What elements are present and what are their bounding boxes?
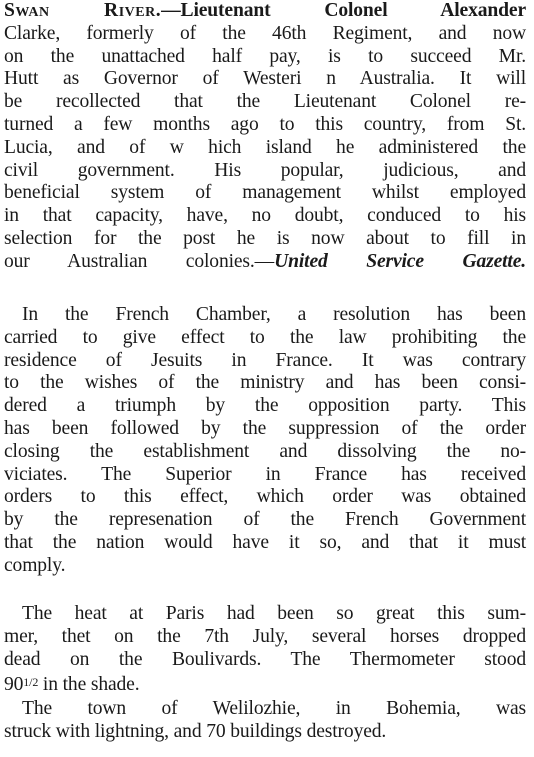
text-line: mer, thet on the 7th July, several horses dropped [4,625,526,647]
text-line: civil government. His popular, judicious, and [4,159,526,181]
text-line: on the unattached half pay, is to succeed Mr. [4,45,526,67]
lead-heading: Swan River. [4,0,162,21]
text-line: comply. [4,554,66,576]
text-line: closing the establishment and dissolving the no- [4,440,526,462]
paragraph-bohemia-lightning [4,698,526,744]
text-line: has been followed by the suppression of the order [4,417,526,439]
temperature-value: 90 [4,674,24,696]
text-line: dered a triumph by the opposition party. This [4,395,526,417]
text-line: Hutt as Governor of Westeri n Australia. It will [4,68,526,90]
paragraph-paris-heat [4,603,526,697]
text-line: turned a few months ago to this country, from St. [4,113,526,135]
text-line: that the nation would have it so, and that it must [4,531,526,553]
text-line: residence of Jesuits in France. It was contrary [4,349,526,371]
text-line: in that capacity, have, no doubt, conduced to his [4,205,526,227]
text-line: Lucia, and of w hich island he administered the [4,136,526,158]
temperature-fraction: 1/2 [23,675,39,690]
text-line: viciates. The Superior in France has received [4,463,526,485]
text-line [4,0,526,23]
text-line: struck with lightning, and 70 buildings destroyed. [4,720,387,742]
source-citation: United Service Gazette. [274,250,526,272]
text-line: by the represenation of the French Government [4,509,526,531]
text-segment: our Australian colonies.— [4,250,275,272]
text-line: be recollected that the Lieutenant Colonel re- [4,91,526,113]
text-line: orders to this effect, which order was obtained [4,486,526,508]
text-line: The heat at Paris had been so great this sum- [22,603,526,624]
text-segment: in the shade. [38,674,140,696]
text-line: dead on the Boulivards. The Thermometer stood [4,648,526,670]
text-line [4,251,526,274]
text-line: selection for the post he is now about to fill in [4,227,526,249]
text-line: to the wishes of the ministry and has been consi- [4,372,526,394]
newspaper-column [4,0,526,757]
text-line: carried to give effect to the law prohibiting the [4,326,526,348]
text-line [4,671,526,697]
paragraph-french-chamber [4,304,526,578]
paragraph-swan-river [4,0,526,274]
text-line: The town of Welilozhie, in Bohemia, was [22,698,526,719]
text-line: beneficial system of management whilst employed [4,182,526,204]
text-line: In the French Chamber, a resolution has been [22,304,526,325]
text-line: Clarke, formerly of the 46th Regiment, and now [4,22,526,44]
text-segment: —Lieutenant Colonel Alexander [161,0,526,21]
